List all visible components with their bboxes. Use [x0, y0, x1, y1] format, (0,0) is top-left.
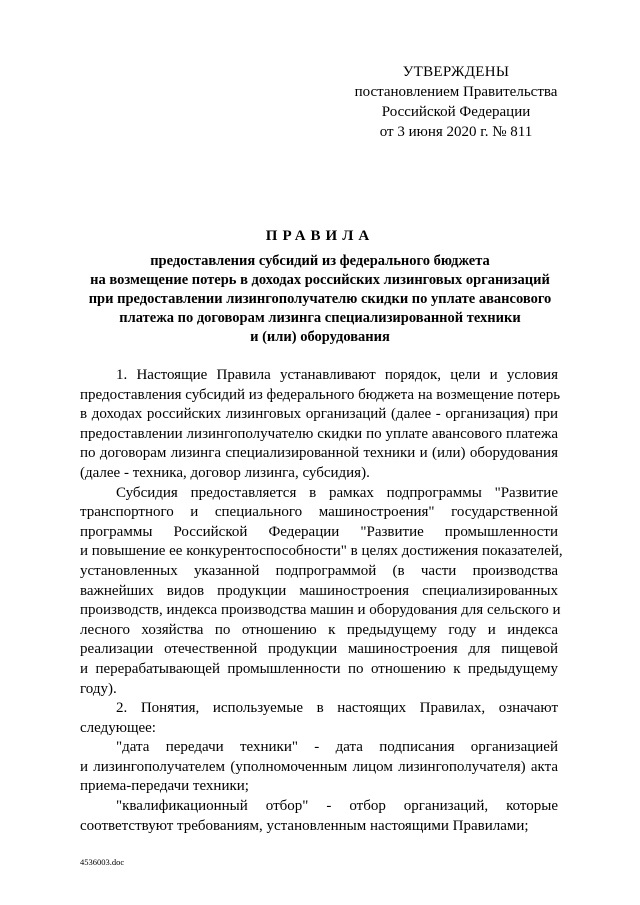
body-line: "квалификационный отбор" - отбор организаций, которые: [116, 798, 558, 815]
approval-block: [336, 62, 576, 142]
body-line: транспортного и специального машиностроения" государственной: [80, 504, 558, 521]
file-name-footer: 4536003.doc: [80, 857, 125, 867]
body-line: и перерабатывающей промышленности по отношению к предыдущему: [80, 660, 558, 677]
subtitle-line: при предоставлении лизингополучателю скидки по уплате авансового: [88, 291, 552, 307]
subtitle-line: и (или) оборудования: [250, 329, 390, 345]
subtitle-line: платежа по договорам лизинга специализированной техники: [119, 310, 521, 326]
body-line: в доходах российских лизинговых организаций (далее - организация) при: [80, 406, 558, 423]
document-body: [80, 366, 563, 836]
body-line: программы Российской Федерации "Развитие промышленности: [80, 523, 558, 540]
body-line: установленных указанной подпрограммой (в части производства: [80, 562, 558, 579]
body-line: и повышение ее конкурентоспособности" в целях достижения показателей,: [80, 543, 563, 560]
approval-heading: УТВЕРЖДЕНЫ: [402, 64, 510, 80]
body-line: 1. Настоящие Правила устанавливают порядок, цели и условия: [116, 367, 558, 383]
body-line: реализации отечественной продукции машиностроения для пищевой: [80, 641, 558, 658]
body-line: производств, индекса производства машин и оборудования для сельского и: [80, 602, 561, 619]
body-line: соответствуют требованиям, установленным настоящими Правилами;: [80, 817, 529, 834]
subtitle-line: предоставления субсидий из федерального бюджета: [150, 253, 490, 269]
subtitle-line: на возмещение потерь в доходах российских лизинговых организаций: [90, 272, 550, 288]
body-line: Субсидия предоставляется в рамках подпрограммы "Развитие: [116, 484, 558, 501]
approval-line: постановлением Правительства: [354, 84, 558, 100]
body-line: предоставления субсидий из федерального бюджета на возмещение потерь: [80, 386, 561, 403]
document-title: ПРАВИЛА: [265, 228, 375, 244]
body-line: и лизингополучателем (уполномоченным лицом лизингополучателя) акта: [80, 758, 558, 775]
approval-line: Российской Федерации: [381, 104, 531, 120]
body-line: году).: [80, 680, 117, 697]
body-line: (далее - техника, договор лизинга, субсидия).: [80, 464, 370, 481]
body-line: "дата передачи техники" - дата подписания организацией: [116, 739, 558, 756]
body-line: по договорам лизинга специализированной техники и (или) оборудования: [80, 445, 558, 462]
document-subtitle: [40, 252, 600, 347]
body-line: важнейших видов продукции машиностроения специализированных: [80, 582, 558, 599]
body-line: 2. Понятия, используемые в настоящих Правилах, означают: [116, 700, 558, 717]
body-line: предоставлении лизингополучателю скидки по уплате авансового платежа: [80, 425, 558, 442]
body-line: лесного хозяйства по отношению к предыдущему году и индекса: [80, 621, 558, 638]
body-line: следующее:: [80, 719, 156, 736]
approval-line: от 3 июня 2020 г. № 811: [379, 124, 533, 140]
body-line: приема-передачи техники;: [80, 778, 249, 795]
